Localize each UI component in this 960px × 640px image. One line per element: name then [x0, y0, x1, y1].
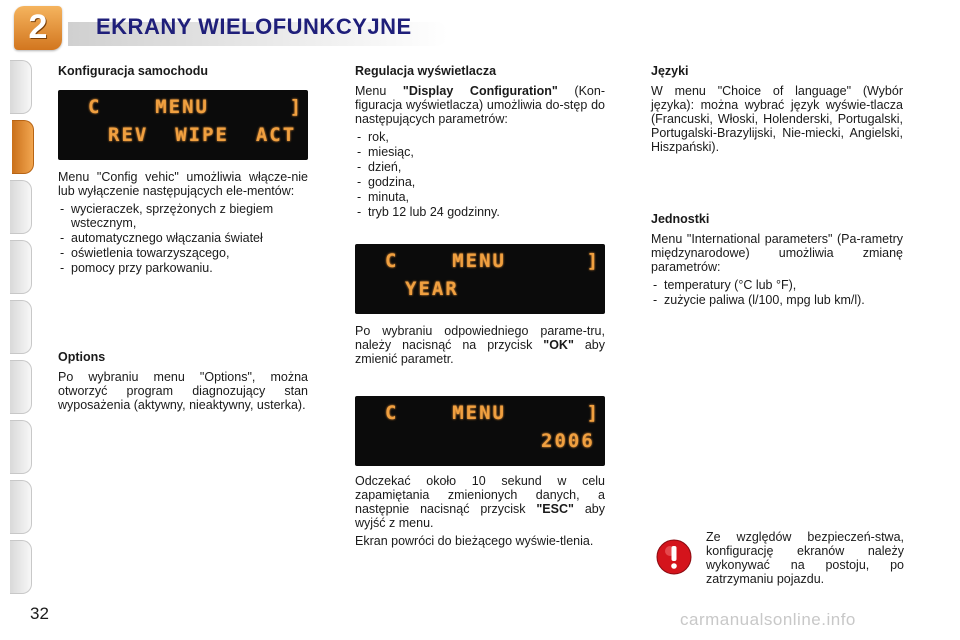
display-intro-bold: "Display Configuration": [402, 84, 558, 98]
chapter-tab-3[interactable]: [10, 180, 32, 234]
column-left-options: [58, 350, 308, 416]
return-text: Ekran powróci do bieżącego wyświe-tlenia.: [355, 534, 594, 548]
watermark: carmanualsonline.info: [680, 610, 856, 629]
warning-icon: [656, 539, 692, 575]
chapter-number: 2: [28, 8, 48, 46]
units-text: Menu "International parameters" (Pa-rametry międzynarodowe) umożliwia zmianę parametrów:: [651, 232, 903, 274]
vehicle-config-list: [58, 202, 308, 275]
column-right-units: [651, 212, 903, 308]
list-item: - oświetlenia towarzyszącego,: [58, 246, 308, 260]
list-item: - temperatury (°C lub °F),: [651, 278, 903, 292]
esc-instruction: [355, 474, 605, 530]
display-params-list: [355, 130, 605, 219]
column-middle-text2: [355, 324, 605, 370]
list-item: - zużycie paliwa (l/100, mpg lub km/l).: [651, 293, 903, 307]
languages-text: W menu "Choice of language" (Wybór języka): można wybrać język wyświe-tlacza (Francuski, Włoski, Holenderski, Portugalski, Portugalski-Brazylijski, Nie-miecki, Angielski, Hiszpański).: [651, 84, 903, 154]
section-title-display: Regulacja wyświetlacza: [355, 64, 497, 78]
chapter-tab-7[interactable]: [10, 420, 32, 474]
list-item: - rok,: [355, 130, 605, 144]
ok-instruction-prefix: Po wybraniu odpowiedniego parame-tru, należy nacisnąć na przycisk: [355, 324, 605, 352]
units-list: [651, 278, 903, 307]
list-item: - godzina,: [355, 175, 605, 189]
display-intro-suffix: (Kon-figuracja wyświetlacza) umożliwia do-stęp do następujących parametrów:: [355, 84, 605, 126]
lcd-line-1: C MENU ]: [385, 250, 601, 272]
esc-instruction-prefix: Odczekać około 10 sekund w celu zapamiętania zmienionych danych, a następnie nacisnąć przycisk: [355, 474, 605, 516]
page-header: [0, 0, 960, 52]
esc-instruction-suffix: aby wyjść z menu.: [355, 502, 605, 530]
section-title-vehicle-config: Konfiguracja samochodu: [58, 64, 209, 78]
list-item: - minuta,: [355, 190, 605, 204]
display-intro: [355, 84, 605, 126]
chapter-tab-1[interactable]: [10, 60, 32, 114]
warning-box: [706, 530, 904, 590]
column-left-body: [58, 170, 308, 276]
list-item: - automatycznego włączania świateł: [58, 231, 308, 245]
ok-button-label: "OK": [543, 338, 574, 352]
column-middle: [355, 64, 605, 220]
column-right: [651, 64, 903, 158]
chapter-tab-9[interactable]: [10, 540, 32, 594]
lcd-display-year: [355, 244, 605, 314]
warning-text: Ze względów bezpieczeń-stwa, konfigurację ekranów należy wykonywać na postoju, po zatrzymaniu pojazdu.: [706, 530, 904, 586]
vehicle-config-text: Menu "Config vehic" umożliwia włącze-nie lub wyłączenie następujących ele-mentów:: [58, 170, 308, 198]
lcd-display-date: [355, 396, 605, 466]
lcd-line-2: 2006: [541, 430, 595, 452]
options-text: Po wybraniu menu "Options", można otworzyć program diagnozujący stan wyposażenia (aktywny, nieaktywny, usterka).: [58, 370, 308, 412]
lcd-line-2: REV WIPE ACT: [108, 124, 297, 146]
ok-instruction-suffix: aby zmienić parametr.: [355, 338, 605, 366]
section-title-units: Jednostki: [651, 212, 710, 226]
esc-button-label: "ESC": [536, 502, 574, 516]
list-item: - miesiąc,: [355, 145, 605, 159]
chapter-tab-strip: [0, 60, 34, 580]
lcd-line-1: C MENU ]: [88, 96, 304, 118]
chapter-tab-5[interactable]: [10, 300, 32, 354]
lcd-line-1: C MENU ]: [385, 402, 601, 424]
section-title-languages: Języki: [651, 64, 689, 78]
column-middle-text3: [355, 474, 605, 552]
list-item: - tryb 12 lub 24 godzinny.: [355, 205, 605, 219]
page-number: 32: [30, 604, 49, 623]
chapter-tab-4[interactable]: [10, 240, 32, 294]
ok-instruction: [355, 324, 605, 366]
section-title-options: Options: [58, 350, 106, 364]
list-item: - wycieraczek, sprzężonych z biegiem wstecznym,: [58, 202, 308, 230]
chapter-tab-8[interactable]: [10, 480, 32, 534]
chapter-tab-2-active[interactable]: [12, 120, 34, 174]
list-item: - pomocy przy parkowaniu.: [58, 261, 308, 275]
lcd-display-config: [58, 90, 308, 160]
display-intro-prefix: Menu: [355, 84, 403, 98]
column-left: [58, 64, 308, 84]
chapter-tab-6[interactable]: [10, 360, 32, 414]
page-title: EKRANY WIELOFUNKCYJNE: [96, 14, 412, 39]
list-item: - dzień,: [355, 160, 605, 174]
lcd-line-2: YEAR: [405, 278, 459, 300]
